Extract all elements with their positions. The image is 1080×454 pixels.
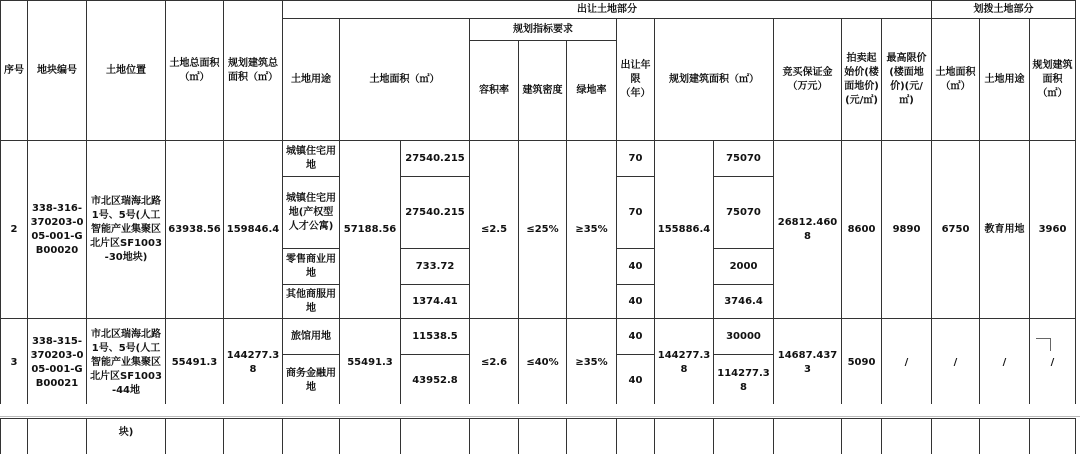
row3-sub2-use: 商务金融用地	[283, 355, 340, 407]
row3-density: ≤40%	[519, 319, 567, 407]
row2-planned-total: 159846.4	[224, 141, 283, 319]
header-planned-total-area: 规划建筑总面积（㎡）	[224, 1, 283, 141]
header-start-price: 拍卖起始价(楼面地价)(元/㎡)	[842, 19, 882, 141]
header-green: 绿地率	[567, 41, 617, 141]
row3-start-price: 5090	[842, 319, 882, 407]
row3-sub1-use: 旅馆用地	[283, 319, 340, 355]
row2-green: ≥35%	[567, 141, 617, 319]
row2-seq: 2	[1, 141, 28, 319]
row2-land-area-total: 57188.56	[340, 141, 401, 319]
row3-location-continued: 块)	[87, 419, 166, 454]
row3-sub2-planned: 114277.38	[714, 355, 774, 407]
header-alloc-area: 土地面积（㎡）	[932, 19, 980, 141]
row2-density: ≤25%	[519, 141, 567, 319]
row2-sub4-years: 40	[617, 285, 655, 319]
row3-planned-area-total: 144277.38	[655, 319, 714, 407]
row2-deposit: 26812.4608	[774, 141, 842, 319]
row2-sub3-years: 40	[617, 249, 655, 285]
row3-location: 市北区瑞海北路1号、5号(人工智能产业集聚区北片区SF1003-44地	[87, 319, 166, 407]
row2-sub3-use: 零售商业用地	[283, 249, 340, 285]
row2-location: 市北区瑞海北路1号、5号(人工智能产业集聚区北片区SF1003-30地块)	[87, 141, 166, 319]
header-planning-req: 规划指标要求	[470, 19, 617, 41]
header-seq: 序号	[1, 1, 28, 141]
row2-start-price: 8600	[842, 141, 882, 319]
crop-mark	[1036, 338, 1051, 351]
row2-far: ≤2.5	[470, 141, 519, 319]
page-break-continuation	[0, 404, 1080, 449]
header-total-area: 土地总面积（㎡）	[166, 1, 224, 141]
row2-sub3-area: 733.72	[401, 249, 470, 285]
row2-max-price: 9890	[882, 141, 932, 319]
row2-sub4-area: 1374.41	[401, 285, 470, 319]
page-break-line	[0, 416, 1080, 417]
row2-sub1-years: 70	[617, 141, 655, 177]
header-block-no: 地块编号	[28, 1, 87, 141]
row2-alloc-area: 6750	[932, 141, 980, 319]
row2-alloc-planned: 3960	[1030, 141, 1076, 319]
row3-sub1-planned: 30000	[714, 319, 774, 355]
row2-sub2-planned: 75070	[714, 177, 774, 249]
header-location: 土地位置	[87, 1, 166, 141]
header-allocated-part: 划拨土地部分	[932, 1, 1076, 19]
row2-planned-area-total: 155886.4	[655, 141, 714, 319]
row3-sub1-area: 11538.5	[401, 319, 470, 355]
row2-sub1-area: 27540.215	[401, 141, 470, 177]
row3-alloc-use: /	[980, 319, 1030, 407]
row3-sub1-years: 40	[617, 319, 655, 355]
header-land-area: 土地面积（㎡）	[340, 19, 470, 141]
row3-block-no: 338-315-370203-005-001-GB00021	[28, 319, 87, 407]
row3-green: ≥35%	[567, 319, 617, 407]
header-deposit: 竞买保证金（万元）	[774, 19, 842, 141]
header-density: 建筑密度	[519, 41, 567, 141]
row3-planned-total: 144277.38	[224, 319, 283, 407]
header-max-price: 最高限价(楼面地价)(元/㎡)	[882, 19, 932, 141]
row3-far: ≤2.6	[470, 319, 519, 407]
row3-alloc-area: /	[932, 319, 980, 407]
header-planned-area: 规划建筑面积（㎡）	[655, 19, 774, 141]
row2-total-area: 63938.56	[166, 141, 224, 319]
header-transfer-part: 出让土地部分	[283, 1, 932, 19]
row3-max-price: /	[882, 319, 932, 407]
row3-deposit: 14687.4373	[774, 319, 842, 407]
header-alloc-use: 土地用途	[980, 19, 1030, 141]
header-years: 出让年限（年）	[617, 19, 655, 141]
row2-sub1-planned: 75070	[714, 141, 774, 177]
row2-sub3-planned: 2000	[714, 249, 774, 285]
row3-seq: 3	[1, 319, 28, 407]
row2-sub2-years: 70	[617, 177, 655, 249]
row2-alloc-use: 教育用地	[980, 141, 1030, 319]
row2-sub4-use: 其他商服用地	[283, 285, 340, 319]
row3-total-area: 55491.3	[166, 319, 224, 407]
row2-sub4-planned: 3746.4	[714, 285, 774, 319]
row2-sub2-use: 城镇住宅用地(产权型人才公寓)	[283, 177, 340, 249]
row3-sub2-area: 43952.8	[401, 355, 470, 407]
row2-sub2-area: 27540.215	[401, 177, 470, 249]
header-alloc-planned: 规划建筑面积（㎡）	[1030, 19, 1076, 141]
header-land-use: 土地用途	[283, 19, 340, 141]
row3-alloc-planned: /	[1030, 319, 1076, 407]
row3-sub2-years: 40	[617, 355, 655, 407]
row3-land-area-total: 55491.3	[340, 319, 401, 407]
row2-sub1-use: 城镇住宅用地	[283, 141, 340, 177]
row2-block-no: 338-316-370203-005-001-GB00020	[28, 141, 87, 319]
header-far: 容积率	[470, 41, 519, 141]
